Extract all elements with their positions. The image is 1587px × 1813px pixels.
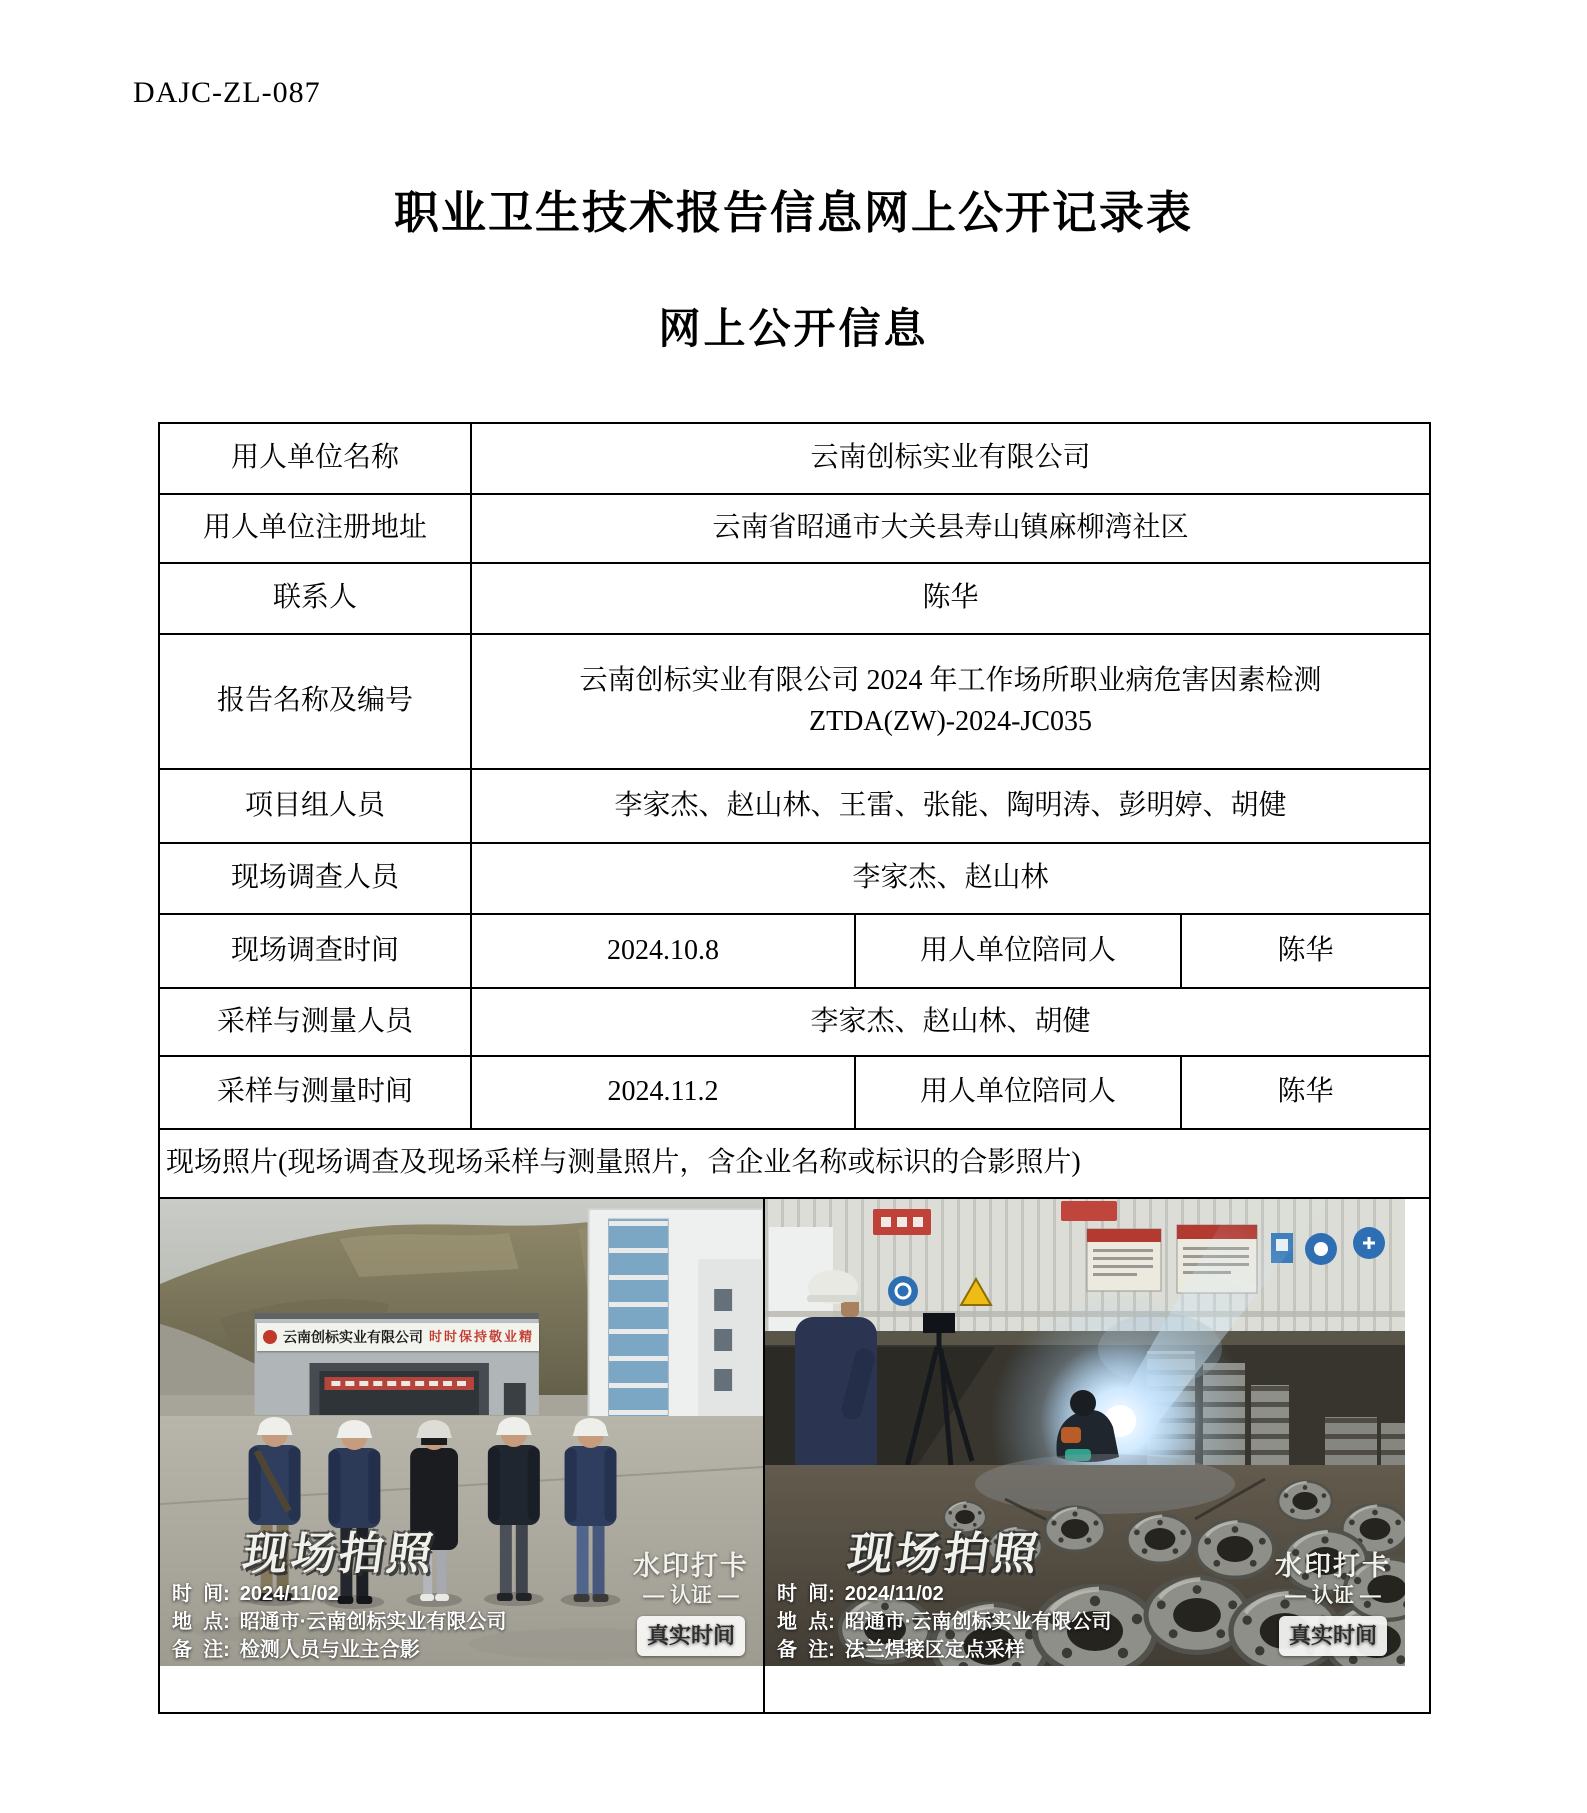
table-row (160, 770, 1429, 844)
row-value: 李家杰、赵山林 (852, 862, 1049, 894)
watermark-time: 时 间: 2024/11/02 (777, 1583, 944, 1605)
row-value: 2024.10.8 (472, 915, 856, 987)
table-row (160, 635, 1429, 770)
watermark-place: 地 点: 昭通市·云南创标实业有限公司 (172, 1611, 507, 1633)
photos-row (160, 1199, 1429, 1712)
table-row (160, 424, 1429, 495)
site-photo-sampling (765, 1199, 1405, 1666)
row-label-2: 用人单位陪同人 (856, 1057, 1182, 1128)
info-table (158, 422, 1431, 1714)
table-row (160, 564, 1429, 635)
watermark-note: 备 注: 检测人员与业主合影 (172, 1639, 420, 1661)
table-row (160, 915, 1429, 989)
page-subtitle: 网上公开信息 (658, 307, 929, 353)
photo-cell-left (160, 1199, 765, 1712)
row-value-2: 陈华 (1277, 1076, 1334, 1108)
factory-sign-slogan: 时时保持敬业精 (429, 1328, 535, 1344)
watermark-brand-right: 水印打卡 — 认证 — 真实时间 (1275, 1552, 1391, 1656)
row-label-2: 用人单位陪同人 (856, 915, 1182, 987)
row-label: 项目组人员 (160, 770, 472, 842)
page-title: 职业卫生技术报告信息网上公开记录表 (393, 188, 1193, 238)
row-value: 云南创标实业有限公司 (810, 442, 1091, 474)
company-logo-icon (263, 1330, 277, 1344)
photo-cell-right (765, 1199, 1429, 1712)
watermark-stamp: 现场拍照 (844, 1528, 1044, 1579)
doc-code: DAJC-ZL-087 (133, 76, 321, 109)
row-label: 采样与测量时间 (160, 1057, 472, 1128)
row-value: 陈华 (922, 582, 979, 614)
watermark-brand-left: 水印打卡 — 认证 — 真实时间 (633, 1552, 749, 1656)
table-row (160, 844, 1429, 915)
row-value: 李家杰、赵山林、胡健 (810, 1005, 1091, 1037)
watermark-place: 地 点: 昭通市·云南创标实业有限公司 (777, 1611, 1112, 1633)
real-time-badge: 真实时间 (637, 1616, 745, 1656)
real-time-badge: 真实时间 (1279, 1616, 1387, 1656)
row-label: 联系人 (160, 564, 472, 633)
row-label: 现场调查人员 (160, 844, 472, 913)
table-row (160, 1130, 1429, 1199)
row-label: 现场调查时间 (160, 915, 472, 987)
photo-caption: 现场照片(现场调查及现场采样与测量照片，含企业名称或标识的合影照片) (166, 1147, 1081, 1179)
factory-sign-name: 云南创标实业有限公司 (283, 1328, 423, 1345)
row-label: 采样与测量人员 (160, 989, 472, 1055)
site-photo-group (160, 1199, 763, 1666)
row-value-2: 陈华 (1277, 934, 1334, 966)
row-value: 李家杰、赵山林、王雷、张能、陶明涛、彭明婷、胡健 (614, 789, 1287, 821)
row-label: 用人单位注册地址 (160, 495, 472, 562)
watermark-stamp: 现场拍照 (239, 1528, 439, 1579)
table-row (160, 1057, 1429, 1130)
factory-signboard (257, 1323, 539, 1351)
table-row (160, 495, 1429, 564)
row-value: 2024.11.2 (472, 1057, 856, 1128)
report-number-line: ZTDA(ZW)-2024-JC035 (808, 705, 1093, 737)
report-name-line: 云南创标实业有限公司 2024 年工作场所职业病危害因素检测 (579, 664, 1322, 696)
table-row (160, 989, 1429, 1057)
row-label: 用人单位名称 (160, 424, 472, 493)
watermark-right (777, 1528, 1112, 1661)
row-value: 云南省昭通市大关县寿山镇麻柳湾社区 (712, 512, 1189, 544)
row-value (472, 635, 1429, 768)
watermark-left (172, 1528, 507, 1661)
watermark-note: 备 注: 法兰焊接区定点采样 (777, 1639, 1025, 1661)
watermark-time: 时 间: 2024/11/02 (172, 1583, 339, 1605)
safety-poster (1087, 1229, 1161, 1291)
row-label: 报告名称及编号 (160, 635, 472, 768)
